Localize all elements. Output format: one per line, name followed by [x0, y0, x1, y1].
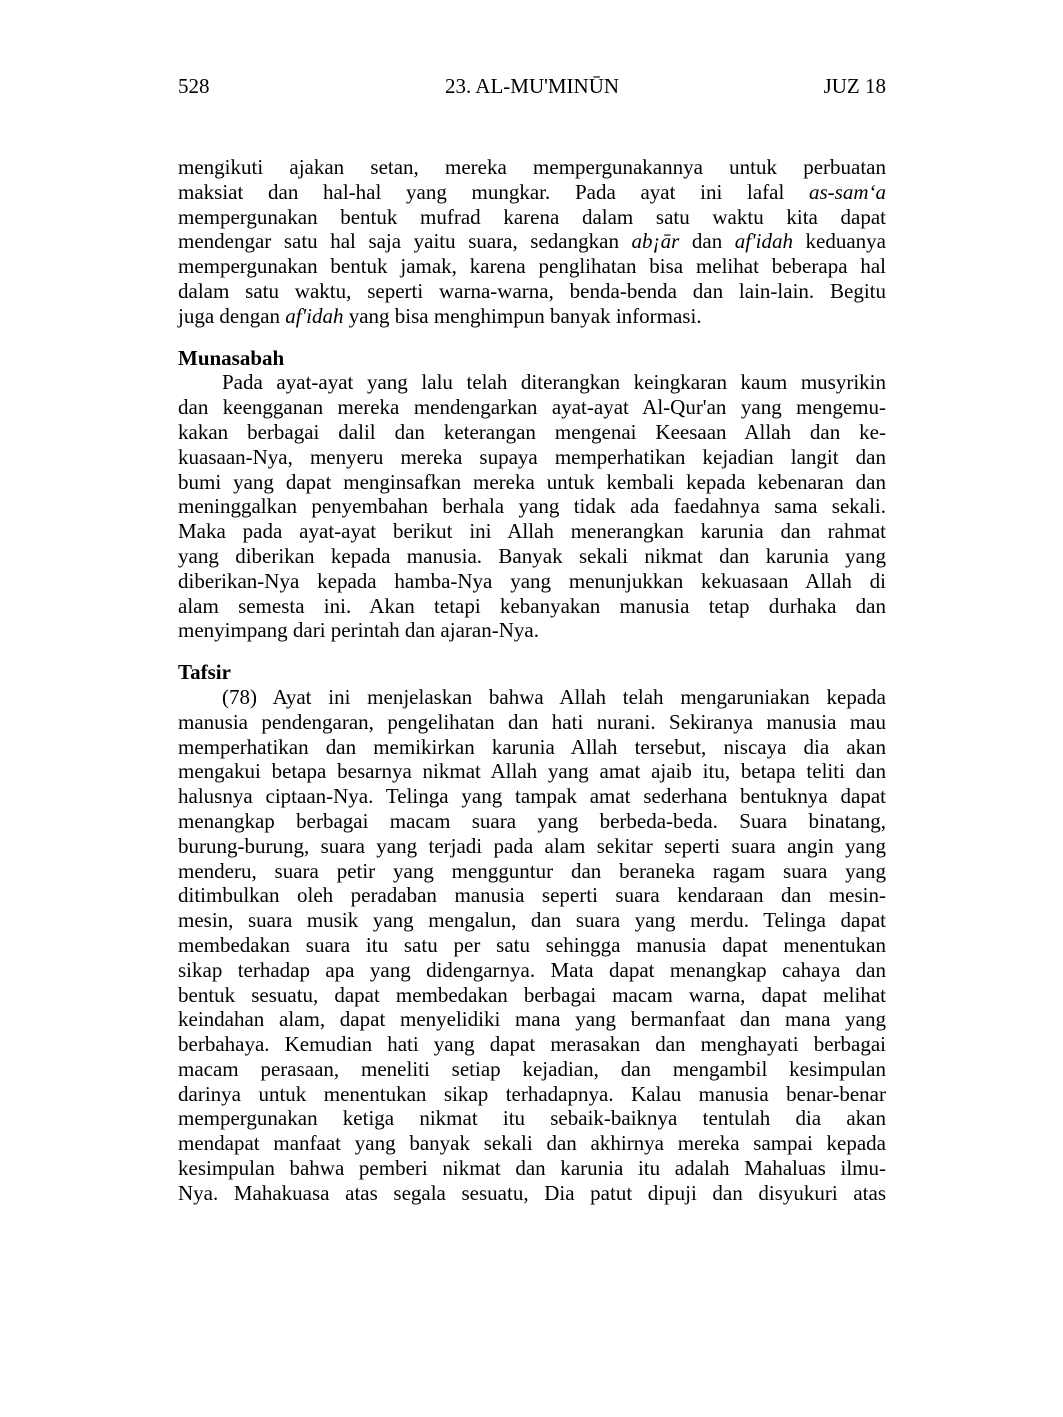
italic-term: as-sam‘a [809, 179, 886, 204]
continued-paragraph [178, 155, 886, 329]
tafsir-paragraph [178, 685, 886, 1206]
text-line: Nya. Mahakuasa atas segala sesuatu, Dia patut dipuji dan disyukuri atas [178, 1180, 886, 1205]
juz-label: JUZ 18 [823, 74, 886, 98]
text-line: mempergunakan bentuk mufrad karena dalam satu waktu kita dapat [178, 204, 886, 229]
text-line: Pada ayat-ayat yang lalu telah diterangkan keingkaran kaum musyrikin [222, 370, 886, 395]
text-line: maksiat dan hal-hal yang mungkar. Pada ayat ini lafal as-sam‘a [178, 179, 886, 204]
page-header [178, 74, 886, 104]
text-line: yang diberikan kepada manusia. Banyak sekali nikmat dan karunia yang [178, 543, 886, 568]
munasabah-paragraph [178, 370, 886, 643]
text-line: menderu, suara petir yang mengguntur dan beraneka ragam suara yang [178, 858, 886, 883]
munasabah-section [178, 346, 886, 644]
page-number: 528 [178, 74, 210, 98]
tafsir-section [178, 660, 886, 1206]
text-line: mesin, suara musik yang mengalun, dan suara yang merdu. Telinga dapat [178, 908, 886, 933]
italic-term: af'idah [734, 229, 793, 254]
text-line: mempergunakan ketiga nikmat itu sebaik-baiknya tentulah dia akan [178, 1106, 886, 1131]
text-line: darinya untuk menentukan sikap terhadapnya. Kalau manusia benar-benar [178, 1081, 886, 1106]
text-line: alam semesta ini. Akan tetapi kebanyakan manusia tetap durhaka dan [178, 593, 886, 618]
text-line: memperhatikan dan memikirkan karunia Allah tersebut, niscaya dia akan [178, 734, 886, 759]
text-line: mempergunakan bentuk jamak, karena penglihatan bisa melihat beberapa hal [178, 254, 886, 279]
text-line: juga dengan af'idah yang bisa menghimpun banyak informasi. [178, 303, 702, 328]
text-line: kakan berbagai dalil dan keterangan mengenai Keesaan Allah dan ke- [178, 419, 886, 444]
text-line: manusia pendengaran, pengelihatan dan hati nurani. Sekiranya manusia mau [178, 709, 886, 734]
text-line: bentuk sesuatu, dapat membedakan berbagai macam warna, dapat melihat [178, 982, 886, 1007]
text-line: dalam satu waktu, seperti warna-warna, benda-benda dan lain-lain. Begitu [178, 278, 886, 303]
text-line: meninggalkan penyembahan berhala yang tidak ada faedahnya sama sekali. [178, 494, 886, 519]
text-line: ditimbulkan oleh peradaban manusia seperti suara kendaraan dan mesin- [178, 883, 886, 908]
text-line: berbahaya. Kemudian hati yang dapat merasakan dan menghayati berbagai [178, 1032, 886, 1057]
text-line: menangkap berbagai macam suara yang berbeda-beda. Suara binatang, [178, 808, 886, 833]
text-line: burung-burung, suara yang terjadi pada alam sekitar seperti suara angin yang [178, 833, 886, 858]
text-line: Maka pada ayat-ayat berikut ini Allah menerangkan karunia dan rahmat [178, 519, 886, 544]
text-line: macam perasaan, meneliti setiap kejadian, dan mengambil kesimpulan [178, 1056, 886, 1081]
text-line: mengikuti ajakan setan, mereka mempergunakannya untuk perbuatan [178, 155, 886, 179]
section-heading: Munasabah [178, 345, 285, 370]
section-heading: Tafsir [178, 660, 231, 685]
text-line: menyimpang dari perintah dan ajaran-Nya. [178, 618, 539, 643]
text-line: bumi yang dapat menginsafkan mereka untuk kembali kepada kebenaran dan [178, 469, 886, 494]
italic-term: af'idah [285, 303, 344, 328]
text-line: kesimpulan bahwa pemberi nikmat dan karunia itu adalah Mahaluas ilmu- [178, 1156, 886, 1181]
text-line: mendengar satu hal saja yaitu suara, sedangkan ab¡ār dan af'idah keduanya [178, 229, 886, 254]
text-line: membedakan suara itu satu per satu sehingga manusia dapat menentukan [178, 932, 886, 957]
text-line: sikap terhadap apa yang didengarnya. Mata dapat menangkap cahaya dan [178, 957, 886, 982]
running-title: 23. AL-MU'MINŪN [444, 74, 620, 98]
italic-term: ab¡ār [631, 229, 680, 254]
page-body [178, 155, 886, 1206]
text-line: mengakui betapa besarnya nikmat Allah yang amat ajaib itu, betapa teliti dan [178, 759, 886, 784]
text-line: diberikan-Nya kepada hamba-Nya yang menunjukkan kekuasaan Allah di [178, 568, 886, 593]
text-line: keindahan alam, dapat menyelidiki mana yang bermanfaat dan mana yang [178, 1007, 886, 1032]
text-line: dan keengganan mereka mendengarkan ayat-ayat Al-Qur'an yang mengemu- [178, 395, 886, 420]
text-line: halusnya ciptaan-Nya. Telinga yang tampak amat sederhana bentuknya dapat [178, 784, 886, 809]
text-line: mendapat manfaat yang banyak sekali dan akhirnya mereka sampai kepada [178, 1131, 886, 1156]
text-line: (78) Ayat ini menjelaskan bahwa Allah telah mengaruniakan kepada [222, 684, 886, 709]
text-line: kuasaan-Nya, menyeru mereka supaya memperhatikan kejadian langit dan [178, 444, 886, 469]
